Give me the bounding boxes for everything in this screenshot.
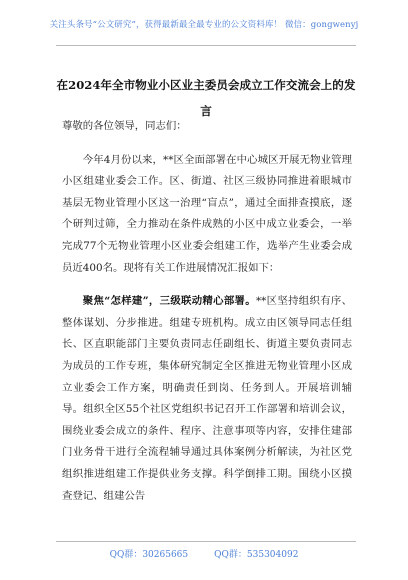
footer-contacts <box>0 547 408 560</box>
footer-qq-group-2: QQ群：535304092 <box>214 550 299 560</box>
header-divider <box>56 45 356 46</box>
paragraph-intro: 今年4月份以来，**区全面部署在中心城区开展无物业管理小区组建业委会工作。区、街道、社区三级协同推进着眼城市基层无物业管理小区这一治理“盲点”，通过全面排查摸底，逐个研判过筛，全力推动在条件成熟的小区中成立业委会，一举完成77个无物业管理小区业委会组建工作，选举产生业委会成员近400名。现将有关工作进展情况汇报如下： <box>62 153 352 274</box>
header-promo-note: 关注头条号“公文研究”，获得最新最全最专业的公文资料库！ 微信：gongwenyj <box>49 20 359 30</box>
footer-divider <box>56 541 356 542</box>
document-body <box>62 116 352 507</box>
document-title: 在2024年全市物业小区业主委员会成立工作交流会上的发言 <box>56 78 356 118</box>
section-1-heading: 聚焦“怎样建”，三级联动精心部署。 <box>82 295 256 308</box>
section-1-text: **区坚持组织有序、整体谋划、分步推进。组建专班机构。成立由区领导同志任组长、区直职能部门主要负责同志任副组长、街道主要负责同志为成员的工作专班，集体研究制定全区推进无物业管理小区成立业委会工作方案，明确责任到岗、任务到人。开展培训辅导。组织全区55个社区党组织书记召开工作部署和培训会议，围绕业委会成立的条件、程序、注意事项等内容，安排住建部门业务骨干进行全流程辅导通过具体案例分析解读，为社区党组织推进组建工作提供业务支撑。科学倒排工期。围绕小区摸查登记、组建公告 <box>62 295 353 502</box>
paragraph-section-1 <box>62 291 352 507</box>
salutation: 尊敬的各位领导，同志们： <box>62 120 187 132</box>
footer-qq-group-1: QQ群：30265665 <box>109 550 189 560</box>
